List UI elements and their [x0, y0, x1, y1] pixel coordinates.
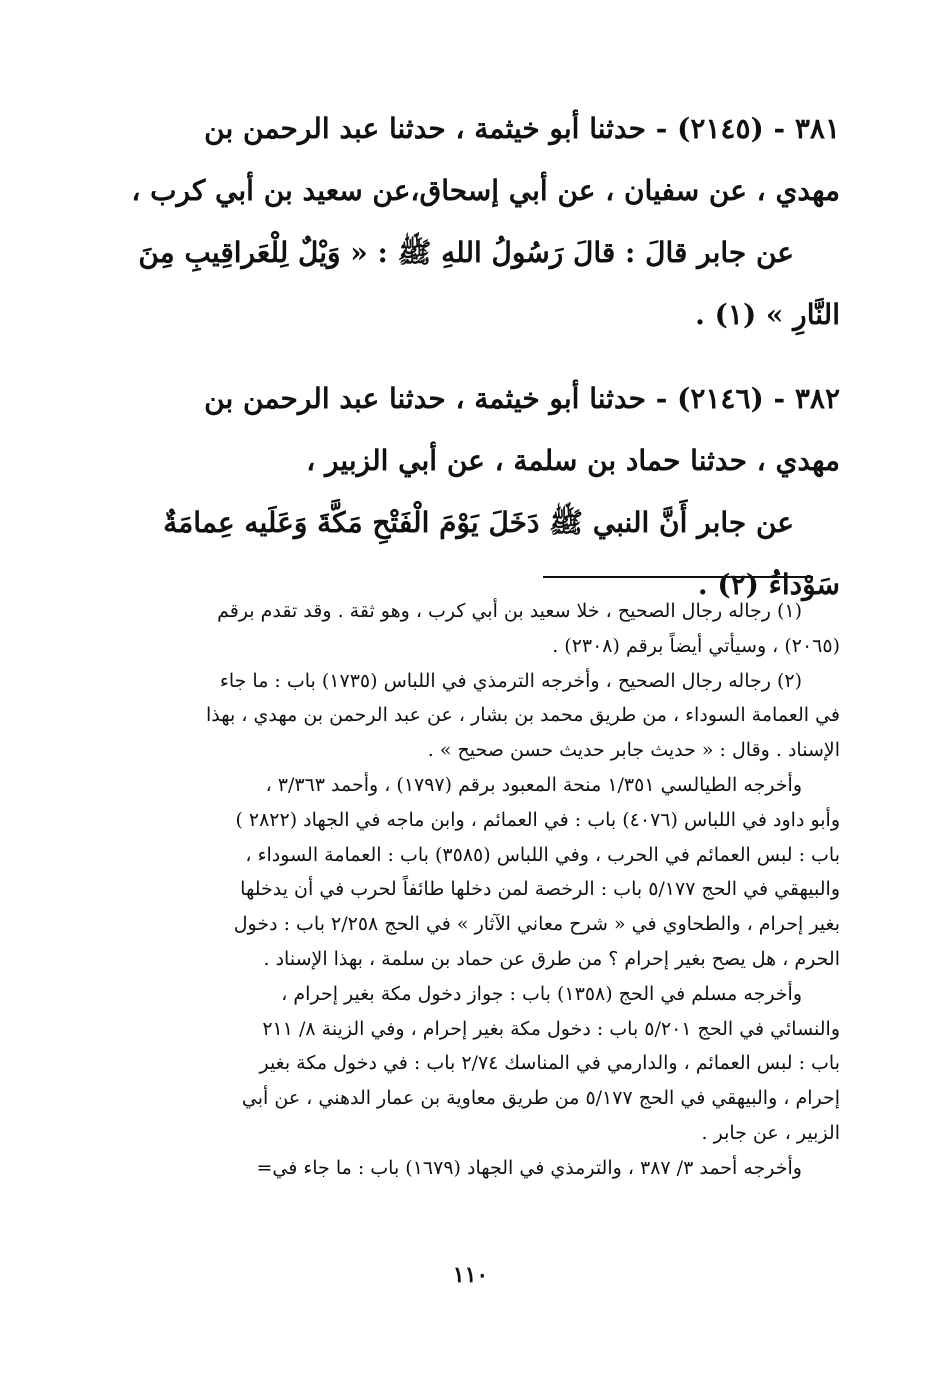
footnote-2-line: (٢) رجاله رجال الصحيح ، وأخرجه الترمذي في اللباس (١٧٣٥) باب : ما جاء [219, 669, 802, 692]
footnote-1-line: (١) رجاله رجال الصحيح ، خلا سعيد بن أبي كرب ، وهو ثقة . وقد تقدم برقم [217, 600, 802, 622]
page-number: ١١٠ [452, 1262, 489, 1288]
hadith-382 [128, 368, 840, 616]
footnote-2-line: وأخرجه أحمد ٣/ ٣٨٧ ، والترمذي في الجهاد (١٦٧٩) باب : ما جاء في= [256, 1156, 802, 1179]
footnote-2-line: وأخرجه الطيالسي ١/٣٥١ منحة المعبود برقم (١٧٩٧) ، وأحمد ٣/٣٦٣ ، [265, 773, 802, 796]
hadith-381 [128, 98, 840, 346]
hadith-382-isnad-line-2: مهدي ، حدثنا حماد بن سلمة ، عن أبي الزبير ، [306, 444, 840, 477]
footnote-2-line: إحرام ، والبيهقي في الحج ٥/١٧٧ من طريق معاوية بن عمار الدهني ، عن أبي [241, 1087, 840, 1110]
footnote-2-line: والنسائي في الحج ٥/٢٠١ باب : دخول مكة بغير إحرام ، وفي الزينة ٨/ ٢١١ [262, 1017, 840, 1040]
footnote-2-line: والبيهقي في الحج ٥/١٧٧ باب : الرخصة لمن دخلها طائفاً لحرب في أن يدخلها [240, 878, 840, 901]
hadith-381-matn-line-2: النَّارِ » (١) . [695, 298, 840, 331]
hadith-381-isnad-line-2: مهدي ، عن سفيان ، عن أبي إسحاق،عن سعيد بن أبي كرب ، [131, 174, 840, 207]
hadith-381-matn-line-1: عن جابر قالَ : قالَ رَسُولُ اللهِ ﷺ : « وَيْلٌ لِلْعَراقِيبِ مِنَ [138, 236, 794, 269]
footnotes [124, 594, 840, 1186]
footnote-2-line: بغير إحرام ، والطحاوي في « شرح معاني الآثار » في الحج ٢/٢٥٨ باب : دخول [233, 913, 840, 936]
footnote-2-line: في العمامة السوداء ، من طريق محمد بن بشار ، عن عبد الرحمن بن مهدي ، بهذا [206, 704, 840, 727]
main-text [128, 98, 840, 638]
hadith-381-isnad-line-1: ٣٨١ - (٢١٤٥) - حدثنا أبو خيثمة ، حدثنا عبد الرحمن بن [204, 112, 840, 145]
footnote-2-line: الزبير ، عن جابر . [701, 1121, 840, 1144]
hadith-382-isnad-line-1: ٣٨٢ - (٢١٤٦) - حدثنا أبو خيثمة ، حدثنا عبد الرحمن بن [204, 382, 840, 415]
footnote-1-line: (٢٠٦٥) ، وسيأتي أيضاً برقم (٢٣٠٨) . [552, 634, 840, 657]
footnote-2-line: باب : لبس العمائم في الحرب ، وفي اللباس (٣٥٨٥) باب : العمامة السوداء ، [245, 843, 840, 866]
footnote-2-line: وأخرجه مسلم في الحج (١٣٥٨) باب : جواز دخول مكة بغير إحرام ، [281, 982, 802, 1005]
hadith-382-matn-line-1: عن جابر أَنَّ النبي ﷺ دَخَلَ يَوْمَ الْفَتْحِ مَكَّةَ وَعَلَيه عِمامَةٌ [163, 506, 794, 539]
footnote-2-line: الإسناد . وقال : « حديث جابر حديث حسن صحيح » . [427, 739, 840, 762]
footnote-2-line: وأبو داود في اللباس (٤٠٧٦) باب : في العمائم ، وابن ماجه في الجهاد (٢٨٢٢ ) [235, 808, 840, 831]
footnote-separator [543, 576, 813, 578]
footnote-2-line: الحرم ، هل يصح بغير إحرام ؟ من طرق عن حماد بن سلمة ، بهذا الإسناد . [263, 947, 840, 970]
hadith-382-matn-line-2: سَوْداءُ (٢) . [697, 568, 840, 601]
footnote-2-line: باب : لبس العمائم ، والدارمي في المناسك ٢/٧٤ باب : في دخول مكة بغير [259, 1052, 840, 1075]
